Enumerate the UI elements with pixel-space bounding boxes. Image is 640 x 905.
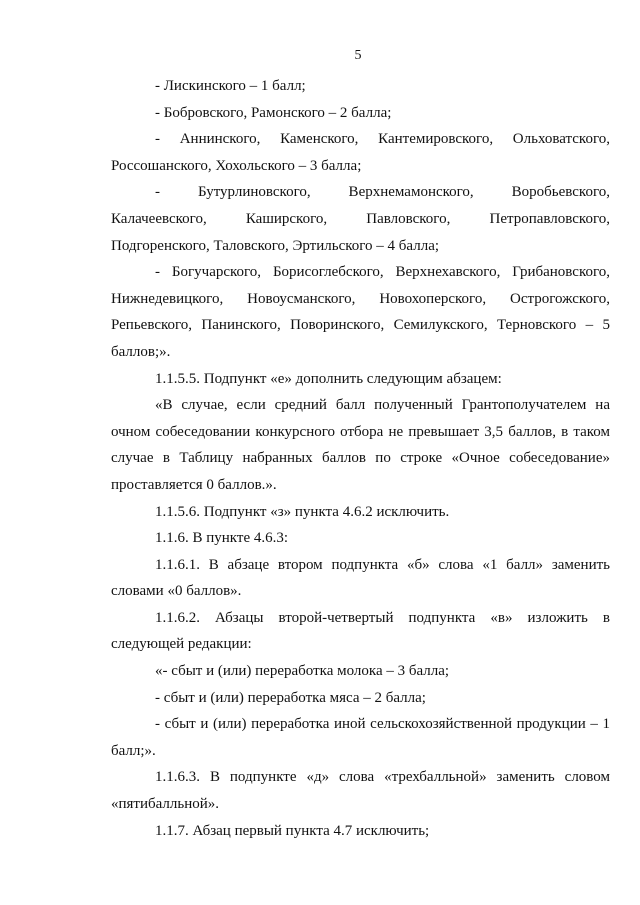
text-line: - Лискинского – 1 балл; [155, 78, 306, 94]
text-line: Калачеевского, Каширского, Павловского, Петропавловского, [111, 210, 610, 227]
text-line: 1.1.5.5. Подпункт «е» дополнить следующим абзацем: [155, 370, 502, 387]
text-line: «В случае, если средний балл полученный Грантополучателем на [155, 397, 610, 414]
text-line: баллов;». [111, 343, 171, 360]
page-number: 5 [354, 48, 362, 63]
text-line: 1.1.6. В пункте 4.6.3: [155, 530, 289, 547]
text-line: - Бутурлиновского, Верхнемамонского, Воробьевского, [155, 184, 610, 201]
text-line: Репьевского, Панинского, Поворинского, Семилукского, Терновского – 5 [111, 317, 610, 334]
text-line: следующей редакции: [111, 636, 252, 653]
text-line: словами «0 баллов». [111, 583, 242, 600]
text-line: - Богучарского, Борисоглебского, Верхнехавского, Грибановского, [155, 264, 610, 281]
document-body [111, 73, 610, 844]
text-line: - Бобровского, Рамонского – 2 балла; [155, 104, 392, 121]
text-line: - Аннинского, Каменского, Кантемировского, Ольховатского, [155, 131, 610, 148]
text-line: 1.1.6.2. Абзацы второй-четвертый подпункта «в» изложить в [155, 609, 610, 626]
text-line: Нижнедевицкого, Новоусманского, Новохоперского, Острогожского, [111, 290, 610, 307]
text-line: «- сбыт и (или) переработка молока – 3 балла; [155, 663, 450, 680]
text-line: «пятибалльной». [111, 796, 220, 813]
text-line: Подгоренского, Таловского, Эртильского – 4 балла; [111, 237, 440, 254]
text-line: - сбыт и (или) переработка иной сельскохозяйственной продукции – 1 [155, 716, 610, 733]
text-line: - сбыт и (или) переработка мяса – 2 балла; [155, 689, 426, 706]
text-line: 1.1.6.3. В подпункте «д» слова «трехбалльной» заменить словом [155, 769, 610, 786]
text-line: 1.1.5.6. Подпункт «з» пункта 4.6.2 исключить. [155, 503, 450, 520]
text-line: проставляется 0 баллов.». [111, 476, 277, 493]
text-line: случае в Таблицу набранных баллов по строке «Очное собеседование» [111, 450, 610, 467]
text-line: очном собеседовании конкурсного отбора не превышает 3,5 баллов, в таком [111, 423, 610, 440]
text-line: 1.1.6.1. В абзаце втором подпункта «б» слова «1 балл» заменить [155, 556, 610, 573]
text-line: 1.1.7. Абзац первый пункта 4.7 исключить; [155, 822, 430, 839]
text-line: балл;». [111, 742, 156, 759]
text-line: Россошанского, Хохольского – 3 балла; [111, 157, 362, 174]
